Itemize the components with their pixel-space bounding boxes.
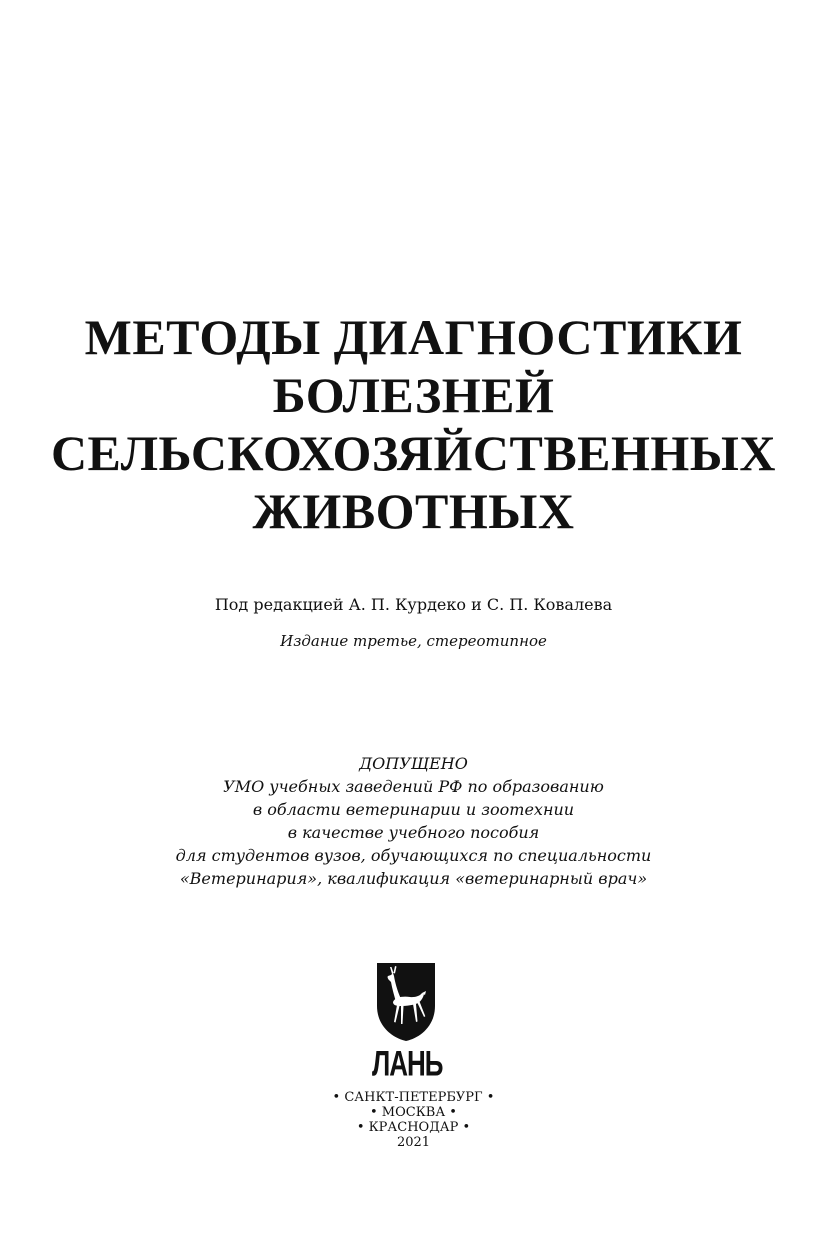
editors-line: Под редакцией А. П. Курдеко и С. П. Ковалева (214, 595, 613, 614)
imprint-block (0, 1090, 827, 1150)
imprint-city-3: • КРАСНОДАР • (356, 1120, 471, 1135)
approval-line-6: «Ветеринария», квалификация «ветеринарный врач» (179, 869, 648, 888)
approval-line-1: ДОПУЩЕНО (359, 754, 468, 773)
title-line-4: ЖИВОТНЫХ (252, 483, 575, 539)
approval-line-5: для студентов вузов, обучающихся по специальности (175, 846, 652, 865)
publisher-name: ЛАНЬ (372, 1043, 443, 1084)
title-line-1: МЕТОДЫ ДИАГНОСТИКИ (84, 309, 743, 365)
imprint-city-2: • МОСКВА • (370, 1105, 457, 1120)
title-line-2: БОЛЕЗНЕЙ (272, 367, 555, 423)
deer-shield-icon (376, 962, 436, 1042)
approval-line-2: УМО учебных заведений РФ по образованию (223, 777, 604, 796)
approval-line-3: в области ветеринарии и зоотехнии (252, 800, 575, 819)
imprint-city-1: • САНКТ-ПЕТЕРБУРГ • (332, 1090, 495, 1105)
edition-note: Издание третье, стереотипное (280, 632, 547, 650)
title-line-3: СЕЛЬСКОХОЗЯЙСТВЕННЫХ (50, 425, 777, 481)
imprint-year: 2021 (396, 1135, 431, 1150)
approval-line-4: в качестве учебного пособия (287, 823, 540, 842)
book-title (0, 308, 827, 540)
approval-block (0, 752, 827, 890)
